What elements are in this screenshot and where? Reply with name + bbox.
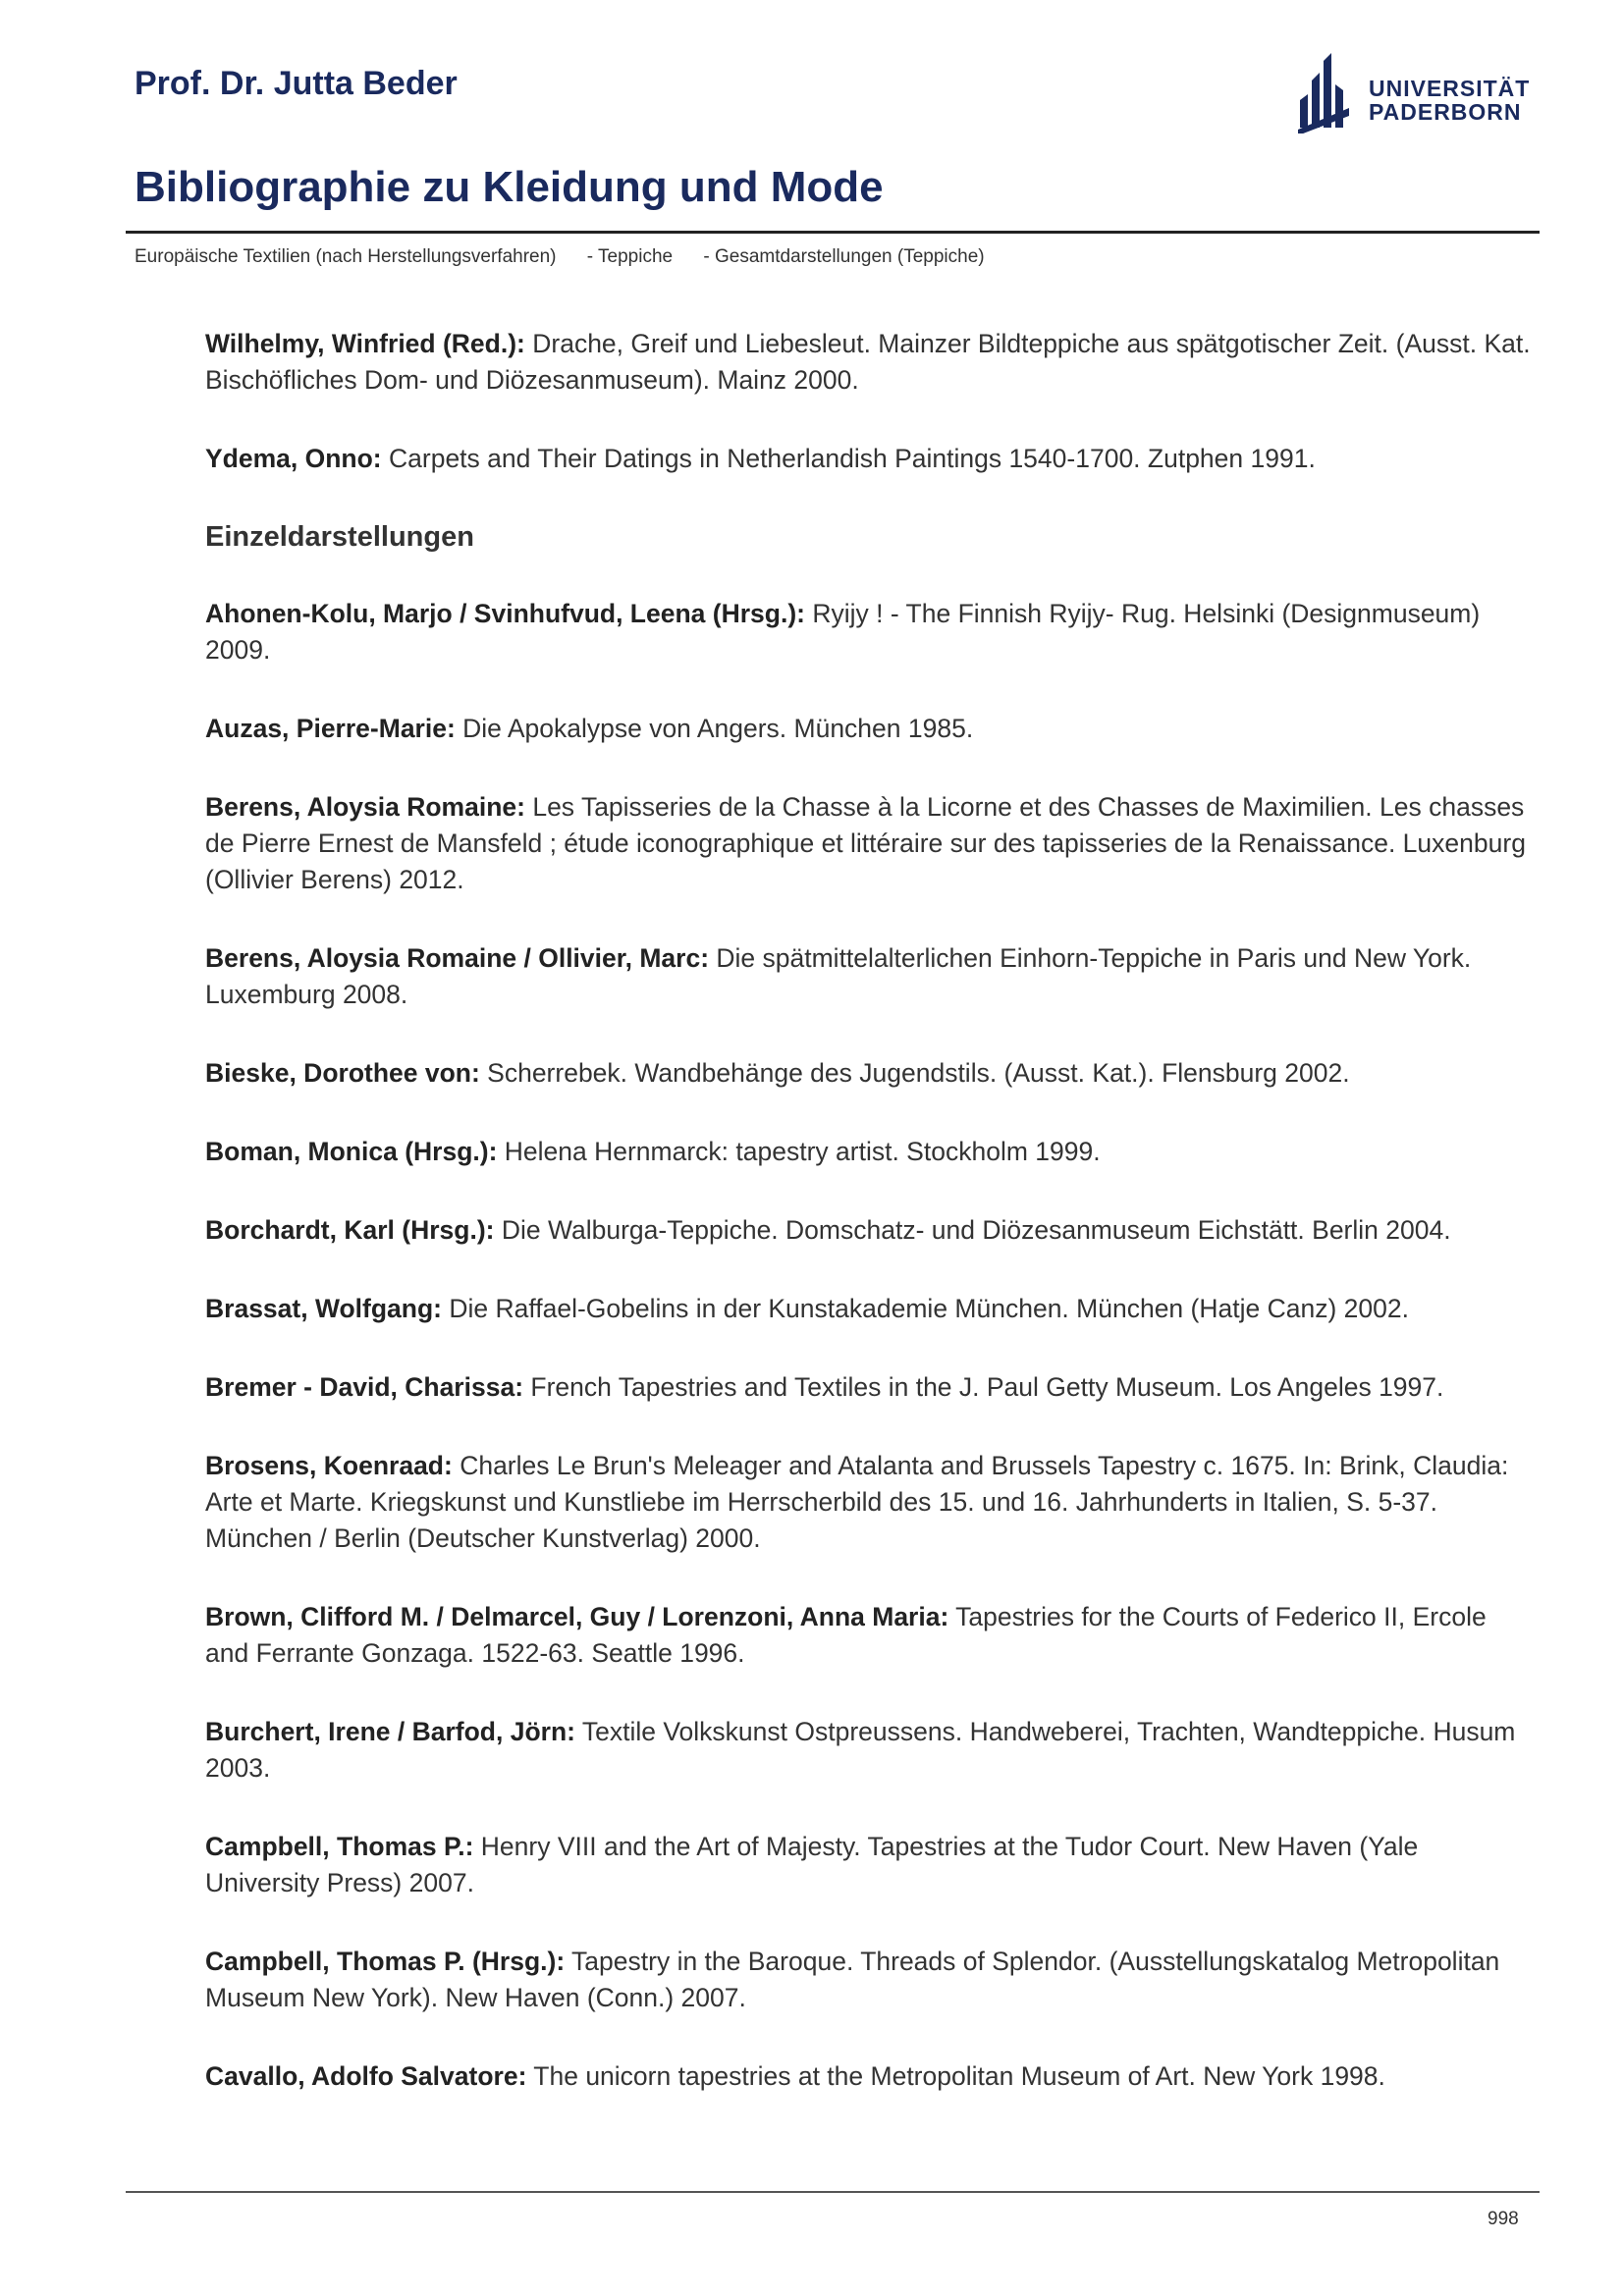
page-number: 998 [1488, 2209, 1519, 2229]
bibliography-entry [205, 1599, 1531, 1672]
entry-author: Berens, Aloysia Romaine / Ollivier, Marc: [205, 943, 710, 973]
breadcrumb-item: - Gesamtdarstellungen (Teppiche) [703, 246, 985, 267]
bibliography-entry [205, 441, 1531, 477]
section-heading: Einzeldarstellungen [205, 521, 474, 553]
bibliography-entry [205, 2058, 1531, 2095]
entry-author: Auzas, Pierre-Marie: [205, 714, 456, 743]
bibliography-entry [205, 1212, 1531, 1249]
author-name: Prof. Dr. Jutta Beder [135, 65, 458, 102]
entry-author: Borchardt, Karl (Hrsg.): [205, 1215, 495, 1245]
header-divider [126, 231, 1540, 234]
entry-author: Boman, Monica (Hrsg.): [205, 1137, 498, 1166]
entry-text: Die Apokalypse von Angers. München 1985. [455, 714, 974, 743]
breadcrumb [135, 246, 1010, 268]
bibliography-entry [205, 1944, 1531, 2016]
entry-text: Drache, Greif und Liebesleut. Mainzer Bildteppiche aus spätgotischer Zeit. (Ausst. Kat. Bischöfliches Dom- und Diözesanmuseum). Mainz 2000. [205, 329, 1531, 395]
entry-text: Textile Volkskunst Ostpreussens. Handweberei, Trachten, Wandteppiche. Husum 2003. [205, 1717, 1516, 1783]
entry-author: Campbell, Thomas P. (Hrsg.): [205, 1947, 566, 1976]
bibliography-entry [205, 789, 1531, 898]
bibliography-entry [205, 326, 1531, 399]
entry-author: Bremer - David, Charissa: [205, 1372, 524, 1402]
entry-author: Bieske, Dorothee von: [205, 1058, 480, 1088]
entry-author: Cavallo, Adolfo Salvatore: [205, 2061, 527, 2091]
entry-text: French Tapestries and Textiles in the J. Paul Getty Museum. Los Angeles 1997. [523, 1372, 1444, 1402]
bibliography-entry [205, 1134, 1531, 1170]
entry-author: Burchert, Irene / Barfod, Jörn: [205, 1717, 575, 1746]
university-logo-icon [1294, 51, 1353, 133]
entry-author: Brosens, Koenraad: [205, 1451, 453, 1480]
bibliography-entry [205, 1829, 1531, 1901]
bibliography-entry [205, 1291, 1531, 1327]
bibliography-entry [205, 711, 1531, 747]
entry-text: Tapestry in the Baroque. Threads of Splendor. (Ausstellungskatalog Metropolitan Museum New York). New Haven (Conn.) 2007. [205, 1947, 1500, 2012]
bibliography-entry [205, 1055, 1531, 1092]
bibliography-entry [205, 596, 1531, 668]
entry-text: Tapestries for the Courts of Federico II, Ercole and Ferrante Gonzaga. 1522-63. Seattle 1996. [205, 1602, 1487, 1668]
logo-line-1: UNIVERSITÄT [1369, 76, 1531, 101]
logo-line-2: PADERBORN [1369, 99, 1522, 125]
entry-text: Henry VIII and the Art of Majesty. Tapestries at the Tudor Court. New Haven (Yale University Press) 2007. [205, 1832, 1419, 1897]
entry-author: Campbell, Thomas P.: [205, 1832, 474, 1861]
entry-author: Ahonen-Kolu, Marjo / Svinhufvud, Leena (Hrsg.): [205, 599, 805, 628]
entry-text: The unicorn tapestries at the Metropolitan Museum of Art. New York 1998. [526, 2061, 1385, 2091]
entry-text: Die Walburga-Teppiche. Domschatz- und Diözesanmuseum Eichstätt. Berlin 2004. [494, 1215, 1451, 1245]
entry-text: Carpets and Their Datings in Netherlandish Paintings 1540-1700. Zutphen 1991. [381, 444, 1316, 473]
bibliography-entry [205, 940, 1531, 1013]
entry-author: Berens, Aloysia Romaine: [205, 792, 525, 822]
entry-text: Die Raffael-Gobelins in der Kunstakademie München. München (Hatje Canz) 2002. [441, 1294, 1409, 1323]
entry-author: Brassat, Wolfgang: [205, 1294, 442, 1323]
bibliography-entry [205, 1448, 1531, 1557]
footer-divider [126, 2191, 1540, 2193]
document-title: Bibliographie zu Kleidung und Mode [135, 163, 884, 211]
entry-text: Scherrebek. Wandbehänge des Jugendstils. (Ausst. Kat.). Flensburg 2002. [479, 1058, 1350, 1088]
entry-text: Charles Le Brun's Meleager and Atalanta and Brussels Tapestry c. 1675. In: Brink, Claudia: Arte et Marte. Kriegskunst und Kunstliebe im Herrscherbild des 15. und 16. Jahrhunderts in Italien, S. 5-37. München / Berlin (Deutscher Kunstverlag) 2000. [205, 1451, 1509, 1553]
entry-author: Ydema, Onno: [205, 444, 382, 473]
entry-text: Les Tapisseries de la Chasse à la Licorne et des Chasses de Maximilien. Les chasses de Pierre Ernest de Mansfeld ; étude iconographique et littéraire sur des tapisseries de la Renaissance. Luxenburg (Ollivier Berens) 2012. [205, 792, 1526, 894]
bibliography-entry [205, 1714, 1531, 1787]
breadcrumb-item: Europäische Textilien (nach Herstellungsverfahren) [135, 246, 557, 267]
entry-text: Helena Hernmarck: tapestry artist. Stockholm 1999. [497, 1137, 1101, 1166]
university-logo [1294, 51, 1531, 133]
bibliography-list [205, 326, 1531, 2137]
entry-text: Die spätmittelalterlichen Einhorn-Teppiche in Paris und New York. Luxemburg 2008. [205, 943, 1472, 1009]
entry-author: Wilhelmy, Winfried (Red.): [205, 329, 525, 358]
bibliography-entry [205, 1369, 1531, 1406]
entry-text: Ryijy ! - The Finnish Ryijy- Rug. Helsinki (Designmuseum) 2009. [205, 599, 1481, 665]
entry-author: Brown, Clifford M. / Delmarcel, Guy / Lorenzoni, Anna Maria: [205, 1602, 949, 1631]
breadcrumb-item: - Teppiche [586, 246, 674, 267]
